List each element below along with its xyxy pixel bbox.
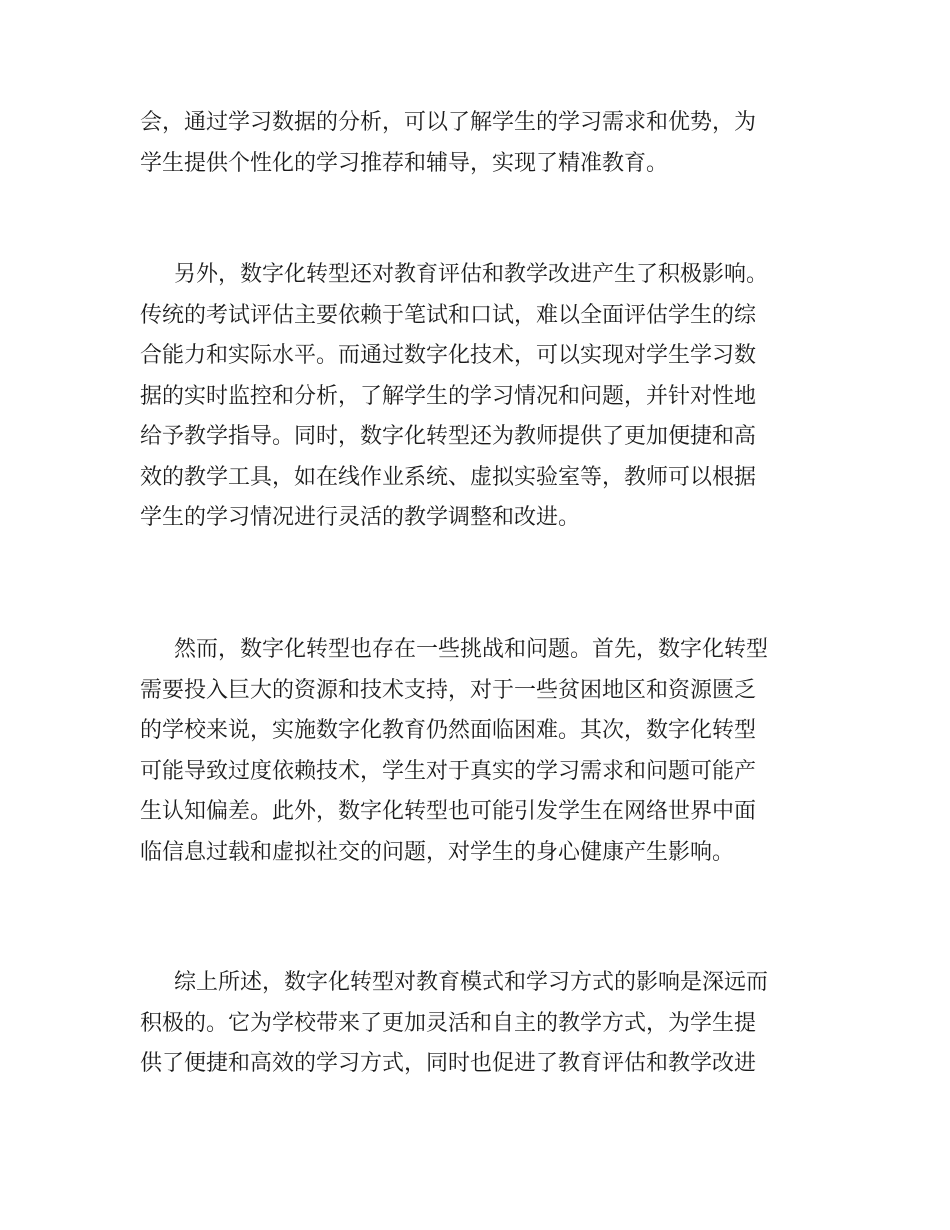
paragraph-line: 生认知偏差。此外，数字化转型也可能引发学生在网络世界中面 (140, 799, 757, 824)
paragraph-line: 综上所述，数字化转型对教育模式和学习方式的影响是深远而 (174, 970, 769, 995)
paragraph-line: 给予教学指导。同时，数字化转型还为教师提供了更加便捷和高 (140, 424, 757, 449)
paragraph-line: 临信息过载和虚拟社交的问题，对学生的身心健康产生影响。 (140, 839, 735, 865)
paragraph-line: 需要投入巨大的资源和技术支持，对于一些贫困地区和资源匮乏 (140, 677, 757, 703)
paragraph-line: 据的实时监控和分析，了解学生的学习情况和问题，并针对性地 (140, 383, 757, 409)
paragraph-line: 可能导致过度依赖技术，学生对于真实的学习需求和问题可能产 (140, 758, 757, 784)
paragraph-4 (140, 963, 810, 1085)
paragraph-line: 另外，数字化转型还对教育评估和教学改进产生了积极影响。 (174, 262, 769, 287)
paragraph-line: 会，通过学习数据的分析，可以了解学生的学习需求和优势，为 (140, 110, 757, 135)
paragraph-2 (140, 255, 810, 539)
paragraph-line: 合能力和实际水平。而通过数字化技术，可以实现对学生学习数 (140, 343, 757, 368)
paragraph-line: 传统的考试评估主要依赖于笔试和口试，难以全面评估学生的综 (140, 302, 757, 328)
paragraph-line: 积极的。它为学校带来了更加灵活和自主的教学方式，为学生提 (140, 1010, 757, 1036)
paragraph-3 (140, 630, 810, 873)
paragraph-1 (140, 103, 810, 184)
paragraph-line: 学生的学习情况进行灵活的教学调整和改进。 (140, 505, 581, 530)
paragraph-line: 效的教学工具，如在线作业系统、虚拟实验室等，教师可以根据 (140, 464, 757, 490)
paragraph-line: 的学校来说，实施数字化教育仍然面临困难。其次，数字化转型 (140, 718, 757, 743)
paragraph-line: 供了便捷和高效的学习方式，同时也促进了教育评估和教学改进 (140, 1051, 757, 1076)
paragraph-line: 然而，数字化转型也存在一些挑战和问题。首先，数字化转型 (174, 637, 769, 662)
paragraph-line: 学生提供个性化的学习推荐和辅导，实现了精准教育。 (140, 150, 669, 176)
